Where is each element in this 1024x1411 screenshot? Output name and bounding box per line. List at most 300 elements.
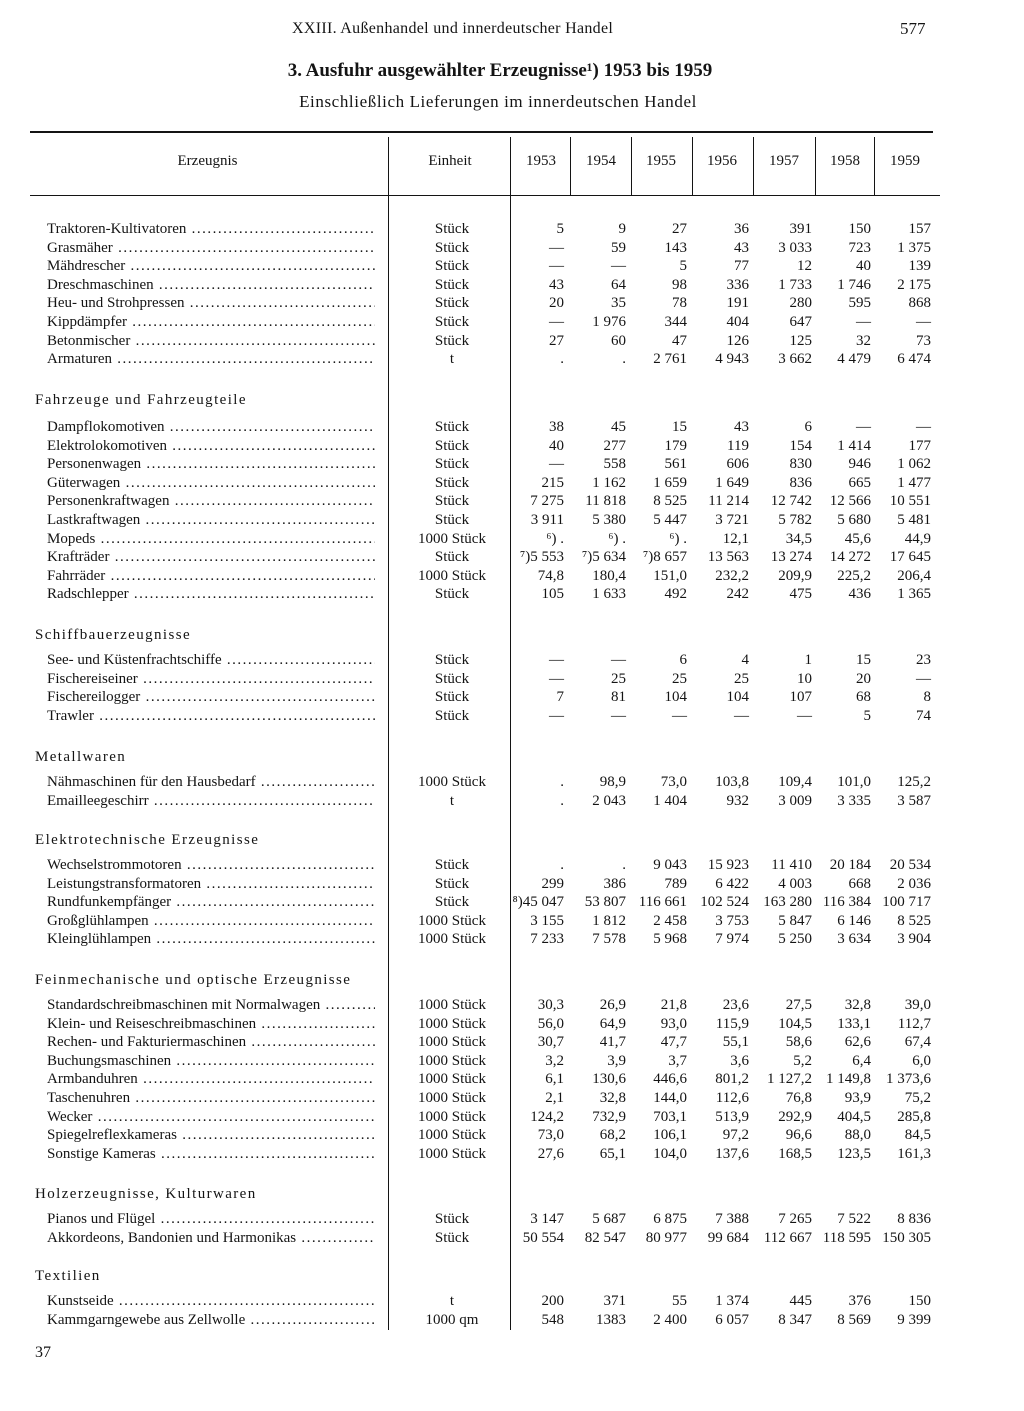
cell-value: 2 036 [897,876,931,892]
cell-value: 150 [908,1293,931,1309]
row-label: Mopeds ..... [47,530,375,549]
table-row [0,930,1000,949]
cell-value: 38 [549,419,564,435]
cell-value: 104,5 [778,1016,812,1032]
column-header-unit: Einheit [428,153,472,169]
row-unit: Stück [434,277,470,293]
cell-value: 124,2 [530,1109,564,1125]
cell-value: — [916,314,931,330]
cell-value: 20 [549,295,564,311]
cell-value: 103,8 [715,774,749,790]
cell-value: 13 563 [707,549,749,565]
column-header-year: 1953 [526,153,556,169]
cell-value: 64 [611,277,626,293]
column-divider [874,137,875,195]
cell-value: 7 578 [592,931,626,947]
cell-value: 6,0 [912,1053,931,1069]
table-row [0,548,1000,567]
cell-value: 14 272 [829,549,871,565]
cell-value: 96,6 [785,1127,812,1143]
row-label: Radschlepper ..... [47,585,375,604]
row-label: Standardschreibmaschinen mit Normalwagen ..... [47,996,375,1015]
cell-value: 15 [672,419,687,435]
cell-value: 10 [797,671,812,687]
cell-value: 232,2 [715,568,749,584]
row-label: Grasmäher ..... [47,239,375,258]
cell-value: ⁶) . [669,531,687,547]
row-label: Kippdämpfer ..... [47,313,375,332]
column-divider [631,137,632,195]
cell-value: 6 875 [653,1211,687,1227]
cell-value: 3,9 [607,1053,626,1069]
cell-value: 104 [726,689,749,705]
cell-value: 2 175 [897,277,931,293]
cell-value: 5 [556,221,564,237]
cell-value: 1 149,8 [826,1071,871,1087]
row-unit: t [449,351,455,367]
cell-value: 2 458 [653,913,687,929]
cell-value: 98,9 [599,774,626,790]
cell-value: 5 447 [653,512,687,528]
cell-value: 21,8 [660,997,687,1013]
cell-value: 2 400 [653,1312,687,1328]
cell-value: 47 [672,333,687,349]
cell-value: 285,8 [897,1109,931,1125]
cell-value: ⁶) . [546,531,564,547]
table-row [0,492,1000,511]
row-unit: t [449,793,455,809]
cell-value: 5 380 [592,512,626,528]
row-label: Kammgarngewebe aus Zellwolle ..... [47,1311,375,1330]
cell-value: 45 [611,419,626,435]
cell-value: 3 587 [897,793,931,809]
row-unit: 1000 Stück [418,931,486,947]
cell-value: 50 554 [522,1230,564,1246]
cell-value: 606 [726,456,749,472]
cell-value: 2 043 [592,793,626,809]
row-unit: Stück [434,258,470,274]
cell-value: 36 [734,221,749,237]
cell-value: . [560,351,564,367]
page-number: 577 [900,19,926,38]
cell-value: 6 422 [715,876,749,892]
cell-value: 5 [679,258,687,274]
cell-value: 43 [734,240,749,256]
table-row [0,1292,1000,1311]
row-label: Nähmaschinen für den Hausbedarf ..... [47,773,375,792]
row-unit: Stück [434,438,470,454]
table-subtitle: Einschließlich Lieferungen im innerdeutschen Handel [299,92,697,111]
cell-value: 157 [908,221,931,237]
table-row [0,257,1000,276]
table-row [0,912,1000,931]
cell-value: 1 746 [837,277,871,293]
cell-value: 98 [672,277,687,293]
cell-value: 5 680 [837,512,871,528]
row-label: Wecker ..... [47,1108,375,1127]
cell-value: ⁶) . [608,531,626,547]
cell-value: 9 043 [653,857,687,873]
column-header-year: 1954 [586,153,616,169]
column-divider [692,137,693,195]
cell-value: 39,0 [904,997,931,1013]
table-row [0,1311,1000,1330]
cell-value: 34,5 [785,531,812,547]
cell-value: 44,9 [904,531,931,547]
row-unit: Stück [434,1230,470,1246]
row-label: Krafträder ..... [47,548,375,567]
table-row [0,1229,1000,1248]
table-row [0,239,1000,258]
cell-value: 1 365 [897,586,931,602]
cell-value: 3 904 [897,931,931,947]
cell-value: 150 [848,221,871,237]
cell-value: 3 009 [778,793,812,809]
row-label: Spiegelreflexkameras ..... [47,1126,375,1145]
row-label: Dampflokomotiven ..... [47,418,375,437]
column-header-year: 1956 [707,153,737,169]
row-unit: Stück [434,333,470,349]
cell-value: 5 250 [778,931,812,947]
cell-value: — [916,419,931,435]
cell-value: 75,2 [904,1090,931,1106]
row-unit: Stück [434,894,470,910]
cell-value: 3,6 [730,1053,749,1069]
cell-value: 1 414 [837,438,871,454]
cell-value: 99 684 [707,1230,749,1246]
cell-value: 104,0 [653,1146,687,1162]
cell-value: 12,1 [722,531,749,547]
cell-value: 60 [611,333,626,349]
cell-value: — [549,671,564,687]
cell-value: 1 374 [715,1293,749,1309]
row-label: Dreschmaschinen ..... [47,276,375,295]
cell-value: 1 [804,652,812,668]
cell-value: — [672,708,687,724]
cell-value: 1 373,6 [886,1071,931,1087]
cell-value: 11 818 [585,493,626,509]
cell-value: 47,7 [660,1034,687,1050]
cell-value: 84,5 [904,1127,931,1143]
cell-value: 6 [679,652,687,668]
cell-value: 561 [664,456,687,472]
header-bottom-rule [30,195,940,196]
cell-value: 105 [541,586,564,602]
cell-value: 280 [789,295,812,311]
column-header-year: 1957 [769,153,799,169]
row-label: See- und Küstenfrachtschiffe ..... [47,651,375,670]
cell-value: 3 721 [715,512,749,528]
cell-value: 119 [727,438,749,454]
cell-value: 445 [789,1293,812,1309]
cell-value: 836 [789,475,812,491]
cell-value: 344 [664,314,687,330]
cell-value: 154 [789,438,812,454]
table-row [0,996,1000,1015]
cell-value: 3 147 [530,1211,564,1227]
cell-value: 23 [916,652,931,668]
cell-value: 242 [726,586,749,602]
cell-value: 647 [789,314,812,330]
table-row [0,1070,1000,1089]
section-heading: Feinmechanische und optische Erzeugnisse [35,972,352,988]
section-heading: Metallwaren [35,749,127,765]
cell-value: 80 977 [645,1230,687,1246]
table-row [0,313,1000,332]
table-row [0,567,1000,586]
cell-value: 3,7 [668,1053,687,1069]
table-row [0,707,1000,726]
cell-value: 1 477 [897,475,931,491]
cell-value: — [856,314,871,330]
row-unit: 1000 Stück [418,1053,486,1069]
cell-value: . [622,351,626,367]
table-row [0,585,1000,604]
cell-value: 1 062 [897,456,931,472]
table-row [0,294,1000,313]
row-label: Kunstseide ..... [47,1292,375,1311]
cell-value: . [560,857,564,873]
column-divider [753,137,754,195]
table-row [0,856,1000,875]
cell-value: 789 [664,876,687,892]
cell-value: ⁷)8 657 [643,549,687,565]
row-label: Rundfunkempfänger ..... [47,893,375,912]
cell-value: 118 595 [822,1230,871,1246]
cell-value: 5 [863,708,871,724]
cell-value: 163 280 [763,894,812,910]
cell-value: 446,6 [653,1071,687,1087]
cell-value: 1 162 [592,475,626,491]
cell-value: 4 [741,652,749,668]
table-row [0,1210,1000,1229]
row-unit: Stück [434,857,470,873]
cell-value: 126 [726,333,749,349]
row-unit: Stück [434,240,470,256]
cell-value: 11 214 [708,493,749,509]
cell-value: 3 634 [837,931,871,947]
cell-value: 8 569 [837,1312,871,1328]
cell-value: 116 384 [822,894,871,910]
cell-value: 7 [556,689,564,705]
cell-value: 665 [848,475,871,491]
cell-value: — [549,314,564,330]
cell-value: 151,0 [653,568,687,584]
cell-value: 74,8 [537,568,564,584]
cell-value: 1 976 [592,314,626,330]
cell-value: 104 [664,689,687,705]
cell-value: — [611,652,626,668]
cell-value: 6 146 [837,913,871,929]
cell-value: 932 [726,793,749,809]
cell-value: 1 127,2 [767,1071,812,1087]
cell-value: 5 847 [778,913,812,929]
cell-value: 73,0 [660,774,687,790]
cell-value: 3,2 [545,1053,564,1069]
cell-value: 100 717 [882,894,931,910]
cell-value: 27 [549,333,564,349]
cell-value: 277 [603,438,626,454]
cell-value: 8 525 [653,493,687,509]
cell-value: 9 399 [897,1312,931,1328]
cell-value: 2 761 [653,351,687,367]
row-label: Akkordeons, Bandonien und Harmonikas ..... [47,1229,375,1248]
running-header: XXIII. Außenhandel und innerdeutscher Handel [292,20,614,37]
cell-value: 5 782 [778,512,812,528]
row-label: Emailleegeschirr ..... [47,792,375,811]
cell-value: 97,2 [722,1127,749,1143]
cell-value: 35 [611,295,626,311]
cell-value: 20 [856,671,871,687]
cell-value: 1 404 [653,793,687,809]
row-label: Leistungstransformatoren ..... [47,875,375,894]
cell-value: 225,2 [837,568,871,584]
cell-value: 88,0 [844,1127,871,1143]
cell-value: 513,9 [715,1109,749,1125]
cell-value: 7 275 [530,493,564,509]
cell-value: 11 410 [771,857,812,873]
cell-value: 2,1 [545,1090,564,1106]
cell-value: — [549,258,564,274]
cell-value: 55,1 [722,1034,749,1050]
table-row [0,1089,1000,1108]
cell-value: 1 633 [592,586,626,602]
cell-value: 336 [726,277,749,293]
cell-value: 20 534 [889,857,931,873]
row-unit: 1000 Stück [418,774,486,790]
row-label: Elektrolokomotiven ..... [47,437,375,456]
row-label: Pianos und Flügel ..... [47,1210,375,1229]
row-unit: Stück [434,512,470,528]
cell-value: 73 [916,333,931,349]
cell-value: 144,0 [653,1090,687,1106]
row-label: Mähdrescher ..... [47,257,375,276]
row-label: Personenwagen ..... [47,455,375,474]
table-row [0,773,1000,792]
table-row [0,455,1000,474]
row-unit: 1000 Stück [418,1146,486,1162]
cell-value: 32,8 [844,997,871,1013]
cell-value: 1 733 [778,277,812,293]
table-row [0,1052,1000,1071]
cell-value: — [916,671,931,687]
row-unit: Stück [434,419,470,435]
cell-value: 475 [789,586,812,602]
row-label: Armaturen ..... [47,350,375,369]
row-unit: Stück [434,456,470,472]
cell-value: 123,5 [837,1146,871,1162]
cell-value: 130,6 [592,1071,626,1087]
cell-value: 25 [611,671,626,687]
cell-value: 595 [848,295,871,311]
row-unit: t [449,1293,455,1309]
cell-value: . [622,857,626,873]
cell-value: 548 [541,1312,564,1328]
column-divider [570,137,571,195]
cell-value: 58,6 [785,1034,812,1050]
cell-value: 5 687 [592,1211,626,1227]
cell-value: 668 [848,876,871,892]
cell-value: 93,9 [844,1090,871,1106]
cell-value: 62,6 [844,1034,871,1050]
row-unit: 1000 Stück [418,1071,486,1087]
row-label: Güterwagen ..... [47,474,375,493]
cell-value: 4 943 [715,351,749,367]
cell-value: 4 479 [837,351,871,367]
cell-value: 386 [603,876,626,892]
cell-value: — [549,240,564,256]
cell-value: 8 836 [897,1211,931,1227]
row-unit: 1000 Stück [418,1127,486,1143]
cell-value: 25 [672,671,687,687]
cell-value: 299 [541,876,564,892]
cell-value: 77 [734,258,749,274]
row-unit: Stück [434,708,470,724]
row-label: Personenkraftwagen ..... [47,492,375,511]
row-label: Buchungsmaschinen ..... [47,1052,375,1071]
cell-value: 12 742 [770,493,812,509]
row-unit: Stück [434,1211,470,1227]
table-row [0,1108,1000,1127]
cell-value: 868 [908,295,931,311]
cell-value: 723 [848,240,871,256]
table-row [0,474,1000,493]
cell-value: 56,0 [537,1016,564,1032]
cell-value: 25 [734,671,749,687]
cell-value: 30,3 [537,997,564,1013]
cell-value: 5,2 [793,1053,812,1069]
cell-value: 9 [618,221,626,237]
cell-value: 7 388 [715,1211,749,1227]
table-row [0,1126,1000,1145]
cell-value: 112,7 [897,1016,931,1032]
cell-value: 82 547 [584,1230,626,1246]
cell-value: 27,5 [785,997,812,1013]
cell-value: 53 807 [584,894,626,910]
cell-value: 27,6 [537,1146,564,1162]
cell-value: 67,4 [904,1034,931,1050]
cell-value: 65,1 [599,1146,626,1162]
cell-value: 376 [848,1293,871,1309]
cell-value: 43 [734,419,749,435]
cell-value: 404,5 [837,1109,871,1125]
cell-value: 3 662 [778,351,812,367]
table-row [0,893,1000,912]
cell-value: 78 [672,295,687,311]
cell-value: 209,9 [778,568,812,584]
table-row [0,530,1000,549]
cell-value: 371 [603,1293,626,1309]
table-row [0,1033,1000,1052]
cell-value: 17 645 [889,549,931,565]
cell-value: 946 [848,456,871,472]
cell-value: 68 [856,689,871,705]
row-unit: Stück [434,221,470,237]
cell-value: 4 003 [778,876,812,892]
cell-value: — [734,708,749,724]
row-unit: Stück [434,689,470,705]
cell-value: 27 [672,221,687,237]
cell-value: 7 233 [530,931,564,947]
row-unit: 1000 qm [425,1312,479,1328]
cell-value: 93,0 [660,1016,687,1032]
row-label: Großglühlampen ..... [47,912,375,931]
row-unit: 1000 Stück [418,997,486,1013]
row-unit: Stück [434,295,470,311]
cell-value: 3 155 [530,913,564,929]
row-label: Armbanduhren ..... [47,1070,375,1089]
row-label: Rechen- und Fakturiermaschinen ..... [47,1033,375,1052]
